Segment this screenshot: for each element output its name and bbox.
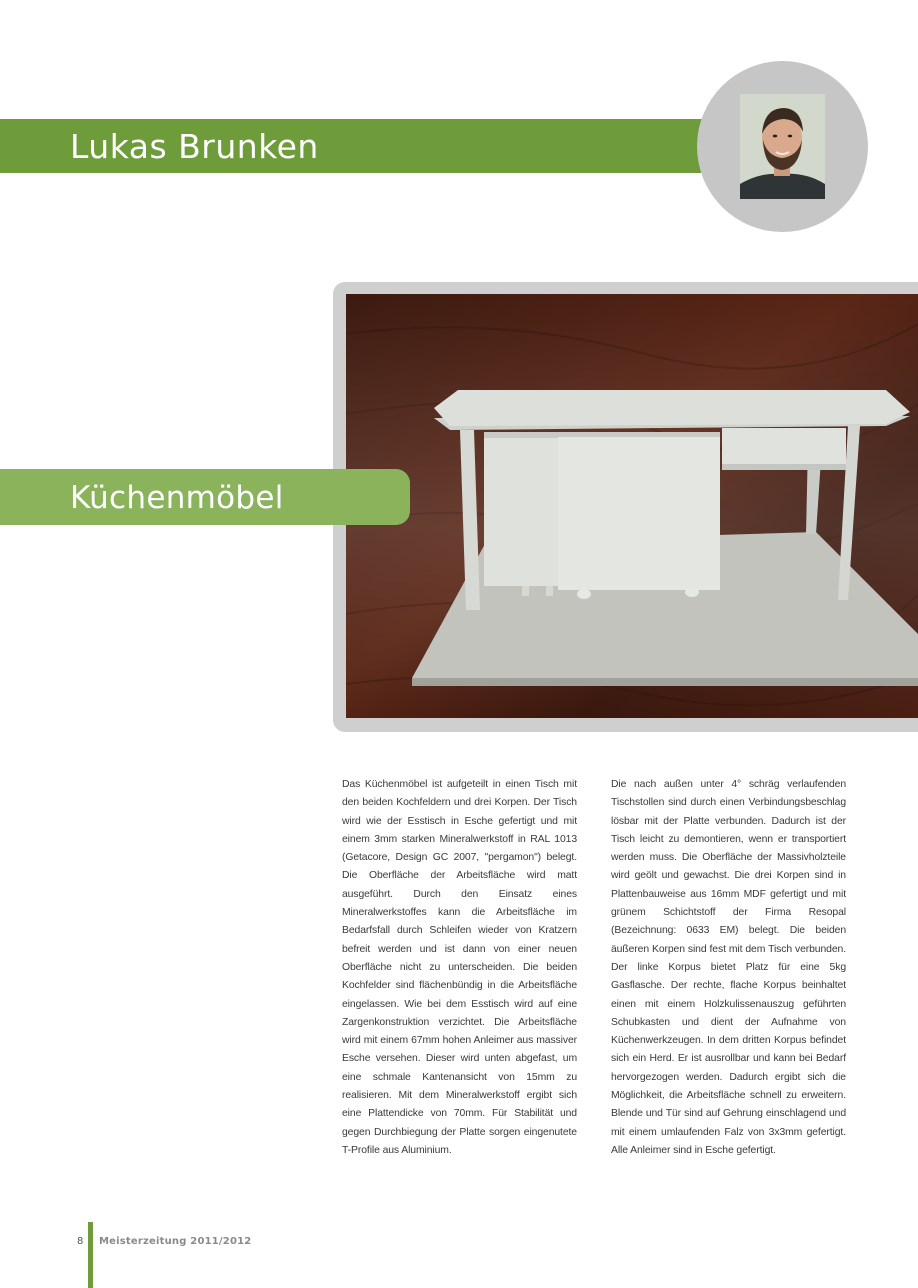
project-title: Küchenmöbel (70, 480, 284, 516)
article-column-left: Das Küchenmöbel ist aufgeteilt in einen Tisch mit den beiden Kochfeldern und drei Korpen. Der Tisch wird wie der Esstisch in Esche gefertigt und mit einem 3mm starken Mineralwerkstoff in RAL 1013 (Getacore, Design GC 2007, "pergamon") belegt. Die Oberfläche der Arbeitsfläche wird matt ausgeführt. Durch den Einsatz eines Mineralwerkstoffes kann die Arbeitsfläche im Bedarfsfall durch Schleifen wieder von Kratzern befreit werden und ist dann von einer neuen Oberfläche nicht zu unterscheiden. Die beiden Kochfelder sind flächenbündig in die Arbeitsfläche eingelassen. Wie bei dem Esstisch wird auf eine Zargenkonstruktion verzichtet. Die Arbeitsfläche wird mit einem 67mm hohen Anleimer aus massiver Esche versehen. Dieser wird unten abgefast, um eine schmale Kantenansicht von 15mm zu realisieren. Mit dem Mineralwerkstoff ergibt sich eine Plattendicke von 70mm. Für Stabilität und gegen Durchbiegung der Platte sorgen eingenutete T-Profile aus Aluminium. (342, 779, 577, 1156)
publication-title: Meisterzeitung 2011/2012 (99, 1236, 252, 1247)
article-column-right: Die nach außen unter 4° schräg verlaufenden Tischstollen sind durch einen Verbindungsbeschlag lösbar mit der Platte verbunden. Dadurch ist der Tisch leicht zu demontieren, wenn er transportiert werden muss. Die Oberfläche der Massivholzteile wird geölt und gewachst. Die drei Korpen sind in Plattenbauweise aus 16mm MDF gefertigt und mit grünem Schichtstoff der Firma Resopal (Bezeichnung: 0633 EM) belegt. Die beiden äußeren Korpen sind fest mit dem Tisch verbunden. Der linke Korpus bietet Platz für eine 5kg Gasflasche. Der rechte, flache Korpus beinhaltet einen mit einem Holzkulissenauszug geführten Schubkasten und dient der Aufnahme von Küchenwerkzeugen. In dem dritten Korpus befindet sich ein Herd. Er ist ausrollbar und kann bei Bedarf hervorgezogen werden. Dadurch ergibt sich die Möglichkeit, die Arbeitsfläche schnell zu erweitern. Blende und Tür sind auf Gehrung einschlagend und mit einem umlaufenden Falz von 3x3mm gefertigt. Alle Anleimer sind in Esche gefertigt. (611, 779, 846, 1156)
author-name: Lukas Brunken (70, 127, 319, 166)
footer-accent-bar (88, 1222, 93, 1288)
kitchen-model-photo (346, 294, 918, 718)
page-number: 8 (77, 1236, 84, 1247)
author-portrait-photo (740, 94, 825, 199)
